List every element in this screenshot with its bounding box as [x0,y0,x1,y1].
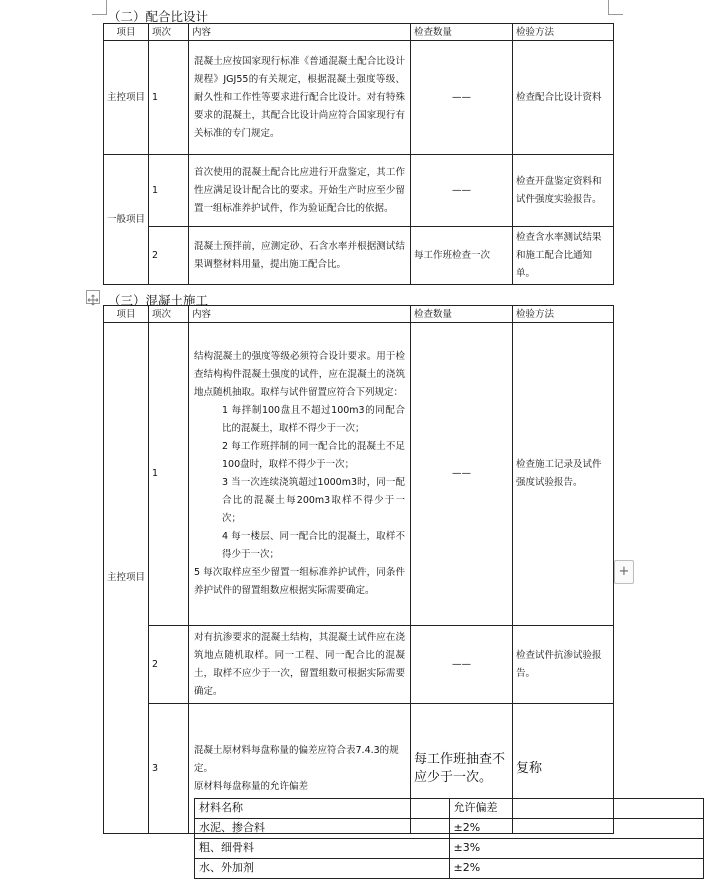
row-method: 检查施工记录及试件强度试验报告。 [513,323,614,626]
row-quantity-dash: —— [411,626,513,704]
row-method: 检查开盘鉴定资料和试件强度实验报告。 [513,155,614,227]
row-content-specimen-rules [189,323,411,626]
content-line: 2 每工作班拌制的同一配合比的混凝土不足100盘时，取样不得少于一次； [222,441,405,470]
weighing-deviation-table [194,798,704,879]
content-line: 混凝土原材料每盘称量的偏差应符合表7.4.3的规定。 [194,744,399,774]
section-title-mix-design: （二）配合比设计 [108,9,209,24]
table-header-row [195,798,704,818]
row-content: 混凝土预拌前，应测定砂、石含水率并根据测试结果调整材料用量，提出施工配合比。 [189,227,411,285]
add-column-plus-icon[interactable]: + [614,560,634,584]
header-content: 内容 [189,306,411,323]
row-content: 混凝土应按国家现行标准《普通混凝土配合比设计规程》JGJ55的有关规定，根据混凝土强度等级、耐久性和工作性等要求进行配合比设计。对有特殊要求的混凝土，其配合比设计尚应符合国家现行有关标准的专门规定。 [189,41,411,155]
content-line: 1 每拌制100盘且不超过100m3的同配合比的混凝土，取样不得少于一次； [222,405,405,434]
material-name: 水、外加剂 [195,858,450,878]
table-header-row [104,306,614,323]
content-line: 5 每次取样应至少留置一组标准养护试件，同条件养护试件的留置组数应根据实际需要确定。 [194,567,405,596]
page-corner-mark-left [92,0,107,15]
row-index: 1 [149,155,189,227]
row-quantity: 每工作班检查一次 [411,227,513,285]
header-content: 内容 [189,24,411,41]
row-quantity-dash: —— [411,155,513,227]
table-row [195,838,704,858]
table-row [104,704,614,834]
row-quantity-dash: —— [411,41,513,155]
row-method: 复称 [513,704,614,834]
row-index: 1 [149,323,189,626]
header-material: 材料名称 [195,798,450,818]
header-index: 项次 [149,306,189,323]
header-method: 检验方法 [513,24,614,41]
row-method: 检查含水率测试结果和施工配合比通知单。 [513,227,614,285]
header-quantity: 检查数量 [411,306,513,323]
page-corner-mark-right [608,0,623,15]
header-quantity: 检查数量 [411,24,513,41]
content-line: 3 当一次连续浇筑超过1000m3时，同一配合比的混凝土每200m3取样不得少于一次； [222,477,405,524]
header-item: 项目 [104,24,149,41]
section-title-concrete-construction: （三）混凝土施工 [108,293,209,308]
row-content: 对有抗渗要求的混凝土结构，其混凝土试件应在浇筑地点随机取样。同一工程、同一配合比的混凝土，取样不应少于一次，留置组数可根据实际需要确定。 [189,626,411,704]
table-row [195,858,704,878]
content-line: 原材料每盘称量的允许偏差 [194,780,309,792]
move-arrows-icon [87,294,99,306]
header-index: 项次 [149,24,189,41]
group-main-control: 主控项目 [104,41,149,155]
row-index: 2 [149,227,189,285]
table-header-row [104,24,614,41]
material-name: 粗、细骨料 [195,838,450,858]
header-method: 检验方法 [513,306,614,323]
row-quantity: 每工作班抽查不应少于一次。 [411,704,513,834]
row-quantity-dash: —— [411,323,513,626]
header-deviation: 允许偏差 [449,798,704,818]
group-general: 一般项目 [104,155,149,285]
row-index: 2 [149,626,189,704]
content-line: 4 每一楼层、同一配合比的混凝土，取样不得少于一次； [222,531,405,560]
table-row [104,227,614,285]
concrete-construction-table [103,305,614,874]
content-line: 结构混凝土的强度等级必须符合设计要求。用于检查结构构件混凝土强度的试件，应在混凝土的浇筑地点随机抽取。取样与试件留置应符合下列规定： [194,351,405,398]
table-row [195,818,704,838]
table-row [104,41,614,155]
material-deviation: ±2% [449,858,704,878]
row-content: 首次使用的混凝土配合比应进行开盘鉴定，其工作性应满足设计配合比的要求。开始生产时应至少留置一组标准养护试件，作为验证配合比的依据。 [189,155,411,227]
row-index: 1 [149,41,189,155]
header-item: 项目 [104,306,149,323]
table-row [104,155,614,227]
row-index: 3 [149,704,189,834]
table-row [104,323,614,626]
row-method: 检查试件抗渗试验报告。 [513,626,614,704]
table-row [104,626,614,704]
material-deviation: ±2% [449,818,704,838]
material-name: 水泥、掺合料 [195,818,450,838]
mix-design-table [103,23,614,285]
material-deviation: ±3% [449,838,704,858]
row-method: 检查配合比设计资料 [513,41,614,155]
table-move-handle-icon[interactable] [86,290,100,304]
group-main-control: 主控项目 [104,323,149,834]
